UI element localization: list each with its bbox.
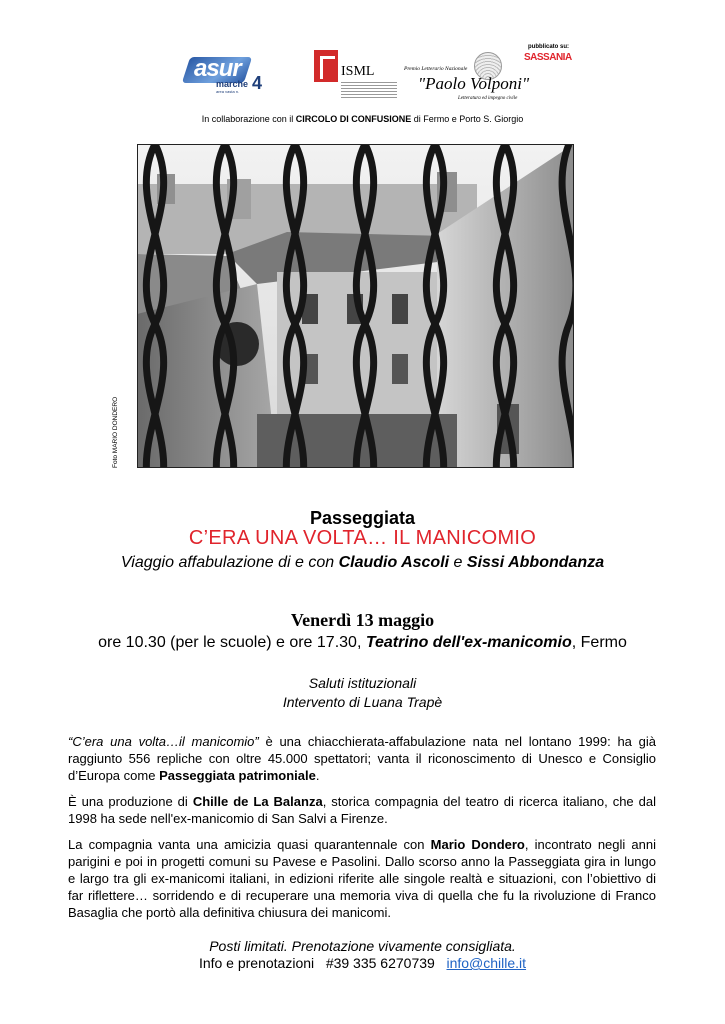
publisher-logo	[524, 44, 584, 68]
subtitle-prefix: Viaggio affabulazione di e con	[120, 554, 339, 571]
paragraph-1	[68, 733, 656, 784]
isml-logo-lines	[341, 82, 397, 98]
event-subtitle	[0, 554, 725, 572]
subtitle-and: e	[449, 554, 467, 571]
contact-line	[0, 955, 725, 971]
isml-mark-icon	[314, 50, 338, 82]
event-time-venue	[0, 634, 725, 652]
phone-number: #39 335 6270739	[325, 955, 435, 971]
volponi-prize-logo	[404, 52, 530, 102]
p2-pre: È una produzione di	[68, 794, 193, 809]
asur-logo-tiny: area vasta n.	[216, 89, 240, 94]
author-2: Sissi Abbondanza	[466, 554, 605, 571]
p1-quote: “C’era una volta…il manicomio”	[68, 734, 259, 749]
collab-suffix: di Fermo e Porto S. Giorgio	[411, 114, 524, 124]
event-venue: Teatrino dell'ex-manicomio	[365, 634, 572, 651]
volponi-name: "Paolo Volponi"	[418, 74, 530, 93]
asur-logo-number: 4	[252, 73, 263, 93]
event-kicker: Passeggiata	[309, 508, 416, 528]
p2-bold: Chille de La Balanza	[192, 794, 323, 809]
publisher-brand: SASSANIA	[524, 52, 572, 63]
isml-logo-title: ISML	[341, 64, 375, 79]
collab-bold: CIRCOLO DI CONFUSIONE	[295, 114, 412, 124]
asur-marche-logo	[186, 53, 270, 97]
event-time: ore 10.30 (per le scuole) e ore 17.30,	[98, 634, 366, 651]
p1-end: .	[315, 768, 320, 783]
paragraph-3	[68, 836, 656, 921]
volponi-post: Letteratura ed impegno civile	[458, 96, 518, 101]
photo-credit: Foto MARIO DONDERO	[112, 396, 119, 468]
asur-logo-sub: marche	[216, 79, 249, 89]
collab-prefix: In collaborazione con il	[201, 114, 296, 124]
p3-bold: Mario Dondero	[430, 837, 525, 852]
collaboration-line	[0, 114, 725, 124]
event-title: C’ERA UNA VOLTA… IL MANICOMIO	[188, 527, 537, 549]
publisher-small: pubblicato su:	[528, 44, 569, 50]
greetings-line-1: Saluti istituzionali	[308, 675, 417, 691]
volponi-pre: Premio Letterario Nazionale	[404, 66, 468, 72]
isml-logo	[314, 50, 398, 100]
p3-text: , incontrato negli anni parigini e poi in progetti comuni su Pavese e Pasolini. Dallo scorso anno la Passeggiata gira in lungo e largo tra gli ex-manicomi italiani, in edizioni riferite alle singole realtà e situazioni, con l’obiettivo di far riflettere… sorridendo e di recuperare una memoria viva di quella che fu la rivoluzione di Franco Basaglia che portò alla definitiva chiusura dei manicomi.	[68, 837, 656, 920]
booking-note: Posti limitati. Prenotazione vivamente consigliata.	[209, 938, 516, 954]
paragraph-2	[68, 793, 656, 827]
greetings-line-2: Intervento di Luana Trapè	[282, 694, 443, 710]
event-photo	[137, 144, 574, 468]
info-label: Info e prenotazioni	[198, 955, 315, 971]
email-link[interactable]: info@chille.it	[446, 955, 527, 971]
author-1: Claudio Ascoli	[338, 554, 450, 571]
asur-logo-word: asur	[194, 55, 241, 82]
event-date: Venerdì 13 maggio	[290, 610, 435, 630]
p1-bold: Passeggiata patrimoniale	[159, 768, 316, 783]
p2-text: , storica compagnia del teatro di ricerca italiano, che dal 1998 ha sede nell'ex-manicomio di San Salvi a Firenze.	[68, 794, 657, 826]
event-city: , Fermo	[571, 634, 627, 651]
p3-pre: La compagnia vanta una amicizia quasi quarantennale con	[68, 837, 431, 852]
p1-text: è una chiacchierata-affabulazione nata nel lontano 1999: ha già raggiunto 556 repliche con oltre 45.000 spettatori; vanta il riconoscimento di Unesco e Consiglio d’Europa come	[68, 734, 656, 783]
